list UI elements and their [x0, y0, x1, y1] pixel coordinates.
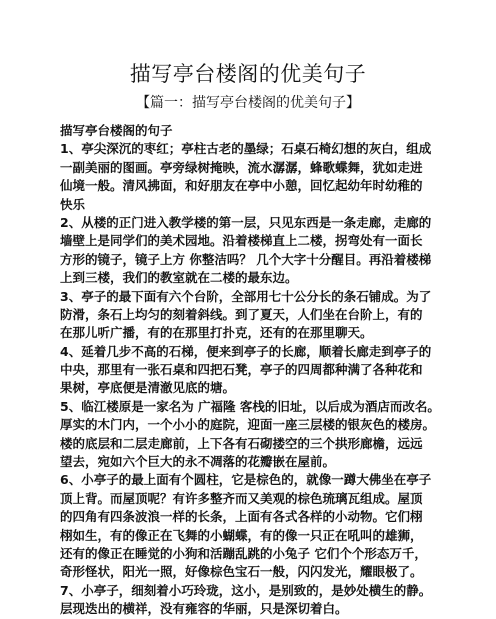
body-line: 4、延着几步不高的石梯，便来到亭子的长廊，顺着长廊走到亭子的 — [60, 343, 432, 359]
body-line: 快乐 — [60, 196, 86, 212]
body-line: 墙壁上是同学们的美术园地。沿着楼梯直上二楼，拐弯处有一面长 — [60, 233, 423, 249]
body-line: 还有的像正在睡觉的小狗和活蹦乱跳的小兔子 它们个个形态万千， — [60, 545, 427, 561]
body-line: 防滑，条石上均匀的刻着斜线。到了夏天，人们坐在台阶上，有的 — [60, 306, 423, 322]
body-line: 一副美丽的图画。亭旁绿树掩映，流水潺潺，蜂歌蝶舞，犹如走进 — [60, 159, 423, 175]
body-line: 层现迭出的横祥，没有雍容的华丽，只是深切着白。 — [60, 601, 348, 617]
body-line: 栩如生，有的像正在飞舞的小蝴蝶，有的像一只正在吼叫的雄狮， — [60, 527, 423, 543]
body-line: 楼的底层和二层走廊前，上下各有石砌搂空的三个拱形廊檐，远远 — [60, 435, 423, 451]
document-subtitle: 【篇一：描写亭台楼阁的优美句子】 — [136, 95, 360, 111]
body-line: 5、临江楼原是一家名为 广福隆 客栈的旧址，以后成为酒店而改名。 — [60, 398, 440, 414]
body-line: 在那儿听广播，有的在那里打扑克，还有的在那里聊天。 — [60, 325, 373, 341]
body-line: 果树，亭底便是清澈见底的塘。 — [60, 380, 236, 396]
body-line: 6、小亭子的最上面有个圆柱，它是棕色的，就像一蹲大佛坐在亭子 — [60, 472, 432, 488]
body-line: 奇形怪状，阳光一照，好像棕色宝石一般，闪闪发光，耀眼极了。 — [60, 564, 423, 580]
body-line: 顶上背。而屋顶呢？有许多整齐而又美观的棕色琉璃瓦组成。屋顶 — [60, 490, 423, 506]
body-line: 仙境一般。清风拂面，和好朋友在亭中小憩，回忆起幼年时幼稚的 — [60, 178, 423, 194]
body-line: 望去，宛如六个巨大的永不凋落的花瓣嵌在屋前。 — [60, 454, 336, 470]
body-line: 1、亭尖深沉的枣红；亭柱古老的墨绿；石桌石椅幻想的灰白，组成 — [60, 141, 432, 157]
body-line: 上到三楼，我们的教室就在二楼的最东边。 — [60, 270, 298, 286]
body-line: 2、从楼的正门进入教学楼的第一层，只见东西是一条走廊，走廊的 — [60, 214, 432, 230]
section-heading: 描写亭台楼阁的句子 — [60, 123, 173, 138]
document-body — [60, 122, 452, 619]
body-line: 的四角有四条波浪一样的长条，上面有各式各样的小动物。它们栩 — [60, 509, 423, 525]
body-line: 7、小亭子，细刻着小巧玲珑，这小，是别致的，是妙处横生的静。 — [60, 582, 432, 598]
body-line: 方形的镜子，镜子上方 你整洁吗？ 几个大字十分醒目。再沿着楼梯 — [60, 251, 432, 267]
body-line: 厚实的木门内，一个小小的庭院，迎面一座三层楼的银灰色的楼房。 — [60, 417, 436, 433]
document-title: 描写亭台楼阁的优美句子 — [129, 62, 367, 86]
body-line: 3、亭子的最下面有六个台阶，全部用七十公分长的条石铺成。为了 — [60, 288, 432, 304]
body-line: 中央，那里有一张石桌和四把石凳，亭子的四周都种满了各种花和 — [60, 362, 423, 378]
